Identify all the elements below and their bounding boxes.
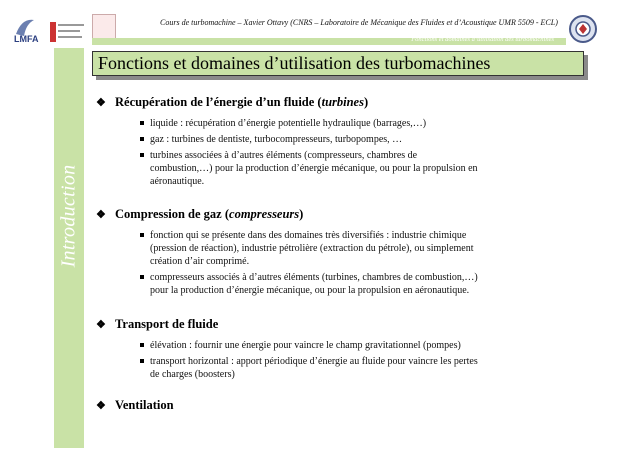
square-bullet-icon: [140, 137, 144, 141]
square-bullet-icon: [140, 359, 144, 363]
list-item: gaz : turbines de dentiste, turbocompresseurs, turbopompes, …: [150, 133, 590, 146]
list-item: élévation : fournir une énergie pour vaincre le champ gravitationnel (pompes): [150, 339, 590, 352]
diamond-bullet-icon: ❖: [96, 209, 106, 221]
course-header: Cours de turbomachine – Xavier Ottavy (CNRS – Laboratoire de Mécanique des Fluides et d’Acoustique UMR 5509 - ECL): [160, 18, 558, 27]
section-heading-transport: ❖ Transport de fluide: [96, 317, 219, 331]
diamond-bullet-icon: ❖: [96, 97, 106, 109]
ecole-centrale-logo: [50, 20, 86, 44]
square-bullet-icon: [140, 153, 144, 157]
header-subtitle: Fonctions et domaines d’utilisation des turbomachines: [411, 36, 554, 43]
square-bullet-icon: [140, 121, 144, 125]
diamond-bullet-icon: ❖: [96, 319, 106, 331]
sidebar-label: Introduction: [57, 164, 80, 268]
lmfa-logo: [12, 14, 48, 44]
list-item: compresseurs associés à d’autres éléments (turbines, chambres de combustion,…) pour la production d’énergie mécanique, ou pour la propulsion en aéronautique.: [150, 271, 590, 297]
square-bullet-icon: [140, 343, 144, 347]
section-heading-turbines: ❖ Récupération de l’énergie d’un fluide (turbines): [96, 95, 369, 109]
list-item: turbines associées à d’autres éléments (compresseurs, chambres de combustion,…) pour la production d’énergie mécanique, ou pour la propulsion en aéronautique.: [150, 149, 590, 188]
square-bullet-icon: [140, 233, 144, 237]
square-bullet-icon: [140, 275, 144, 279]
section-heading-ventilation: ❖ Ventilation: [96, 398, 174, 412]
section-heading-compresseurs: ❖ Compression de gaz (compresseurs): [96, 207, 304, 221]
logo-text: LMFA: [14, 34, 39, 44]
list-item: liquide : récupération d’énergie potentielle hydraulique (barrages,…): [150, 117, 590, 130]
list-item: fonction qui se présente dans des domaines très diversifiés : industrie chimique (pression de réaction), industrie pétrolière (extraction du pétrole), ou simplement création d’air comprimé.: [150, 229, 590, 268]
list-item: transport horizontal : apport périodique d’énergie au fluide pour vaincre les pertes de charges (boosters): [150, 355, 590, 381]
diamond-bullet-icon: ❖: [96, 400, 106, 412]
slide-title: Fonctions et domaines d’utilisation des turbomachines: [98, 53, 491, 73]
cnrs-seal-logo: [568, 14, 598, 44]
